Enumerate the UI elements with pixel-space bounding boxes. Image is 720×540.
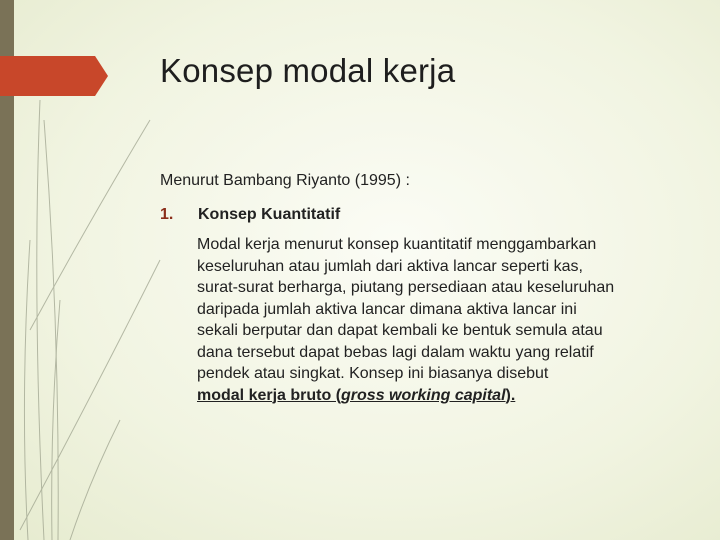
body-line-5: sekali berputar dan dapat kembali ke bentuk semula atau bbox=[197, 322, 603, 339]
intro-text: Menurut Bambang Riyanto (1995) : bbox=[160, 172, 410, 189]
list-item-number: 1. bbox=[160, 206, 174, 223]
emphasis-italic: gross working capital bbox=[341, 386, 506, 404]
emphasis-suffix: ). bbox=[505, 386, 516, 404]
slide-title: Konsep modal kerja bbox=[160, 52, 456, 89]
body-line-4: daripada jumlah aktiva lancar dimana aktiva lancar ini bbox=[197, 300, 577, 318]
body-line-6: dana tersebut dapat bebas lagi dalam waktu yang relatif bbox=[197, 343, 594, 361]
body-line-7: pendek atau singkat. Konsep ini biasanya disebut bbox=[197, 365, 549, 382]
modal-kerja-bruto-link[interactable] bbox=[197, 387, 515, 404]
list-item-body bbox=[197, 234, 677, 406]
body-line-2: keseluruhan atau jumlah dari aktiva lancar seperti kas, bbox=[197, 257, 583, 275]
body-line-8 bbox=[197, 385, 677, 407]
body-line-1: Modal kerja menurut konsep kuantitatif menggambarkan bbox=[197, 236, 597, 253]
emphasis-prefix: modal kerja bruto ( bbox=[197, 386, 342, 404]
list-item-heading bbox=[160, 206, 680, 224]
title-accent-arrow bbox=[0, 56, 108, 96]
body-line-3: surat-surat berharga, piutang persediaan atau keseluruhan bbox=[197, 279, 615, 296]
slide-content bbox=[160, 172, 680, 406]
list-item-title: Konsep Kuantitatif bbox=[198, 206, 341, 223]
